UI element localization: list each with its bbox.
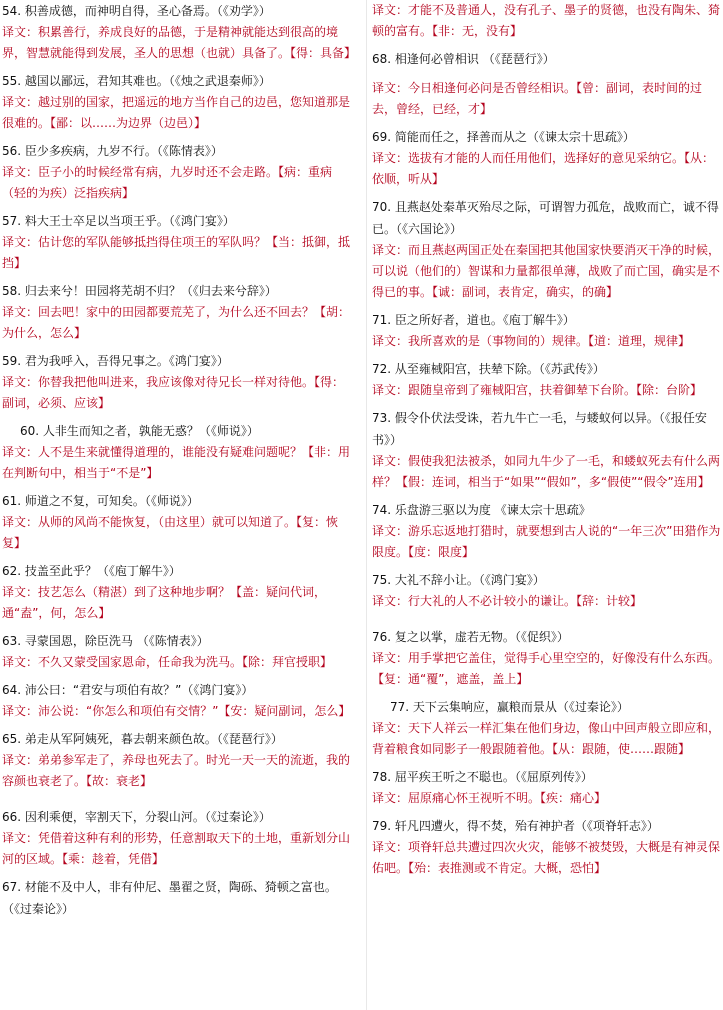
classical-sentence: 56. 臣少多疾病，九岁不行。（《陈情表》） — [2, 144, 223, 158]
translation: 译文：回去吧！家中的田园都要荒芜了，为什么还不回去？【胡：为什么，怎么】 — [2, 305, 351, 340]
classical-sentence: 77. 天下云集响应，赢粮而景从（《过秦论》） — [390, 700, 629, 714]
entry-78 — [372, 766, 723, 809]
classical-sentence: 65. 弟走从军阿姨死，暮去朝来颜色故。（《琵琶行》） — [2, 732, 283, 746]
classical-sentence: 72. 从至雍棫阳宫，扶辇下除。（《苏武传》） — [372, 362, 605, 376]
left-column — [2, 0, 357, 926]
translation: 译文：假使我犯法被杀，如同九牛少了一毛，和蝼蚁死去有什么两样？【假：连词，相当于“如果”“假如”，多“假使”“假令”连用】 — [372, 454, 721, 489]
spacer — [372, 70, 723, 78]
classical-sentence: 78. 屈平疾王听之不聪也。（《屈原列传》） — [372, 770, 593, 784]
translation: 译文：臣子小的时候经常有病，九岁时还不会走路。【病：重病（轻的为疾）泛指疾病】 — [2, 165, 333, 200]
translation: 译文：游乐忘返地打猎时，就要想到古人说的“一年三次”田猎作为限度。【度：限度】 — [372, 524, 721, 559]
entry-67-translation — [372, 0, 723, 42]
entry-61 — [2, 490, 354, 554]
spacer — [372, 618, 723, 626]
translation: 译文：才能不及普通人，没有孔子、墨子的贤德，也没有陶朱、猗顿的富有。【非：无，没有】 — [372, 3, 721, 38]
translation: 译文：用手掌把它盖住，觉得手心里空空的，好像没有什么东西。【复：通“覆”，遮盖，盖上】 — [372, 651, 721, 686]
entry-60 — [2, 420, 354, 484]
classical-sentence: 67. 材能不及中人，非有仲尼、墨翟之贤，陶砾、猗顿之富也。（《过秦论》） — [2, 880, 337, 916]
classical-sentence: 61. 师道之不复，可知矣。（《师说》） — [2, 494, 199, 508]
entry-68 — [372, 48, 723, 120]
right-column — [372, 0, 723, 885]
entry-55 — [2, 70, 354, 134]
classical-sentence: 69. 简能而任之，择善而从之（《谏太宗十思疏》） — [372, 130, 635, 144]
classical-sentence: 66. 因利乘便，宰割天下，分裂山河。（《过秦论》） — [2, 810, 271, 824]
translation: 译文：项脊轩总共遭过四次火灾，能够不被焚毁，大概是有神灵保佑吧。【殆：表推测或不肯定。大概，恐怕】 — [372, 840, 721, 875]
entry-66 — [2, 806, 354, 870]
entry-76 — [372, 626, 723, 690]
entry-56 — [2, 140, 354, 204]
classical-sentence: 60. 人非生而知之者，孰能无惑？（《师说》） — [20, 424, 259, 438]
entry-72 — [372, 358, 723, 401]
translation: 译文：今日相逢何必问是否曾经相识。【曾：副词，表时间的过去，曾经，已经，才】 — [372, 81, 703, 116]
entry-54 — [2, 0, 357, 64]
translation: 译文：积累善行，养成良好的品德，于是精神就能达到很高的境界，智慧就能得到发展，圣人的思想（也就）具备了。【得：具备】 — [2, 25, 357, 60]
entry-67 — [2, 876, 354, 920]
translation: 译文：你替我把他叫进来，我应该像对待兄长一样对待他。【得：副词，必须、应该】 — [2, 375, 345, 410]
entry-57 — [2, 210, 354, 274]
classical-sentence: 54. 积善成德，而神明自得，圣心备焉。（《劝学》） — [2, 4, 271, 18]
translation: 译文：天下人祥云一样汇集在他们身边，像山中回声般立即应和，背着粮食如同影子一般跟随着他。【从：跟随，使……跟随】 — [372, 721, 721, 756]
translation: 译文：行大礼的人不必计较小的谦让。【辞：计较】 — [372, 594, 643, 608]
entry-63 — [2, 630, 354, 673]
classical-sentence: 62. 技盖至此乎？（《庖丁解牛》） — [2, 564, 181, 578]
entry-65 — [2, 728, 354, 792]
entry-79 — [372, 815, 723, 879]
classical-sentence: 63. 寻蒙国恩，除臣洗马 （《陈情表》） — [2, 634, 209, 648]
translation: 译文：屈原痛心怀王视听不明。【疾：痛心】 — [372, 791, 607, 805]
classical-sentence: 68. 相逢何必曾相识 （《琵琶行》） — [372, 52, 555, 66]
classical-sentence: 73. 假令仆伏法受诛，若九牛亡一毛，与蝼蚁何以异。（《报任安书》） — [372, 411, 707, 447]
translation: 译文：选拔有才能的人而任用他们，选择好的意见采纳它。【从：依顺，听从】 — [372, 151, 715, 186]
entry-71 — [372, 309, 723, 352]
classical-sentence: 70. 且燕赵处秦革灭殆尽之际，可谓智力孤危，战败而亡，诚不得已。（《六国论》） — [372, 200, 719, 236]
entry-77 — [372, 696, 723, 760]
column-divider — [366, 0, 367, 1010]
entry-64 — [2, 679, 354, 722]
translation: 译文：而且燕赵两国正处在秦国把其他国家快要消灭干净的时候，可以说（他们的）智谋和力量都很单薄，战败了而亡国，确实是不得已的事。【诚：副词，表肯定，确实，的确】 — [372, 243, 721, 299]
translation: 译文：不久又蒙受国家恩命，任命我为洗马。【除：拜官授职】 — [2, 655, 333, 669]
translation: 译文：技艺怎么（精湛）到了这种地步啊？【盖：疑问代词，通“盍”，何，怎么】 — [2, 585, 327, 620]
classical-sentence: 71. 臣之所好者，道也。《庖丁解牛》） — [372, 313, 575, 327]
entry-74 — [372, 499, 723, 563]
classical-sentence: 57. 料大王士卒足以当项王乎。（《鸿门宴》） — [2, 214, 235, 228]
entry-59 — [2, 350, 354, 414]
classical-sentence: 75. 大礼不辞小让。（《鸿门宴》） — [372, 573, 545, 587]
classical-sentence: 79. 轩凡四遭火，得不焚，殆有神护者（《项脊轩志》） — [372, 819, 659, 833]
entry-69 — [372, 126, 723, 190]
entry-70 — [372, 196, 723, 303]
classical-sentence: 64. 沛公曰：“君安与项伯有故？”（《鸿门宴》） — [2, 683, 254, 697]
translation: 译文：越过别的国家，把遥远的地方当作自己的边邑，您知道那是很难的。【鄙：以……为边界（边邑）】 — [2, 95, 351, 130]
translation: 译文：估计您的军队能够抵挡得住项王的军队吗？【当：抵御，抵挡】 — [2, 235, 351, 270]
spacer — [2, 798, 354, 806]
translation: 译文：沛公说：“你怎么和项伯有交情？”【安：疑问副词，怎么】 — [2, 704, 351, 718]
entry-58 — [2, 280, 354, 344]
translation: 译文：我所喜欢的是（事物间的）规律。【道：道理，规律】 — [372, 334, 691, 348]
translation: 译文：弟弟参军走了，养母也死去了。时光一天一天的流逝，我的容颜也衰老了。【故：衰老】 — [2, 753, 351, 788]
classical-sentence: 58. 归去来兮！田园将芜胡不归？（《归去来兮辞》） — [2, 284, 277, 298]
classical-sentence: 76. 复之以掌，虚若无物。（《促织》） — [372, 630, 569, 644]
translation: 译文：人不是生来就懂得道理的，谁能没有疑难问题呢？【非：用在判断句中，相当于“不是”】 — [2, 445, 351, 480]
entry-75 — [372, 569, 723, 612]
translation: 译文：跟随皇帝到了雍棫阳宫，扶着御辇下台阶。【除：台阶】 — [372, 383, 703, 397]
classical-sentence: 59. 君为我呼入，吾得兄事之。《鸿门宴》） — [2, 354, 229, 368]
classical-sentence: 74. 乐盘游三驱以为度 《谏太宗十思疏》 — [372, 503, 591, 517]
entry-73 — [372, 407, 723, 493]
classical-sentence: 55. 越国以鄙远，君知其难也。（《烛之武退秦师》） — [2, 74, 271, 88]
entry-62 — [2, 560, 354, 624]
translation: 译文：从师的风尚不能恢复，（由这里）就可以知道了。【复：恢复】 — [2, 515, 339, 550]
translation: 译文：凭借着这种有利的形势，任意割取天下的土地，重新划分山河的区域。【乘：趁着，凭借】 — [2, 831, 351, 866]
